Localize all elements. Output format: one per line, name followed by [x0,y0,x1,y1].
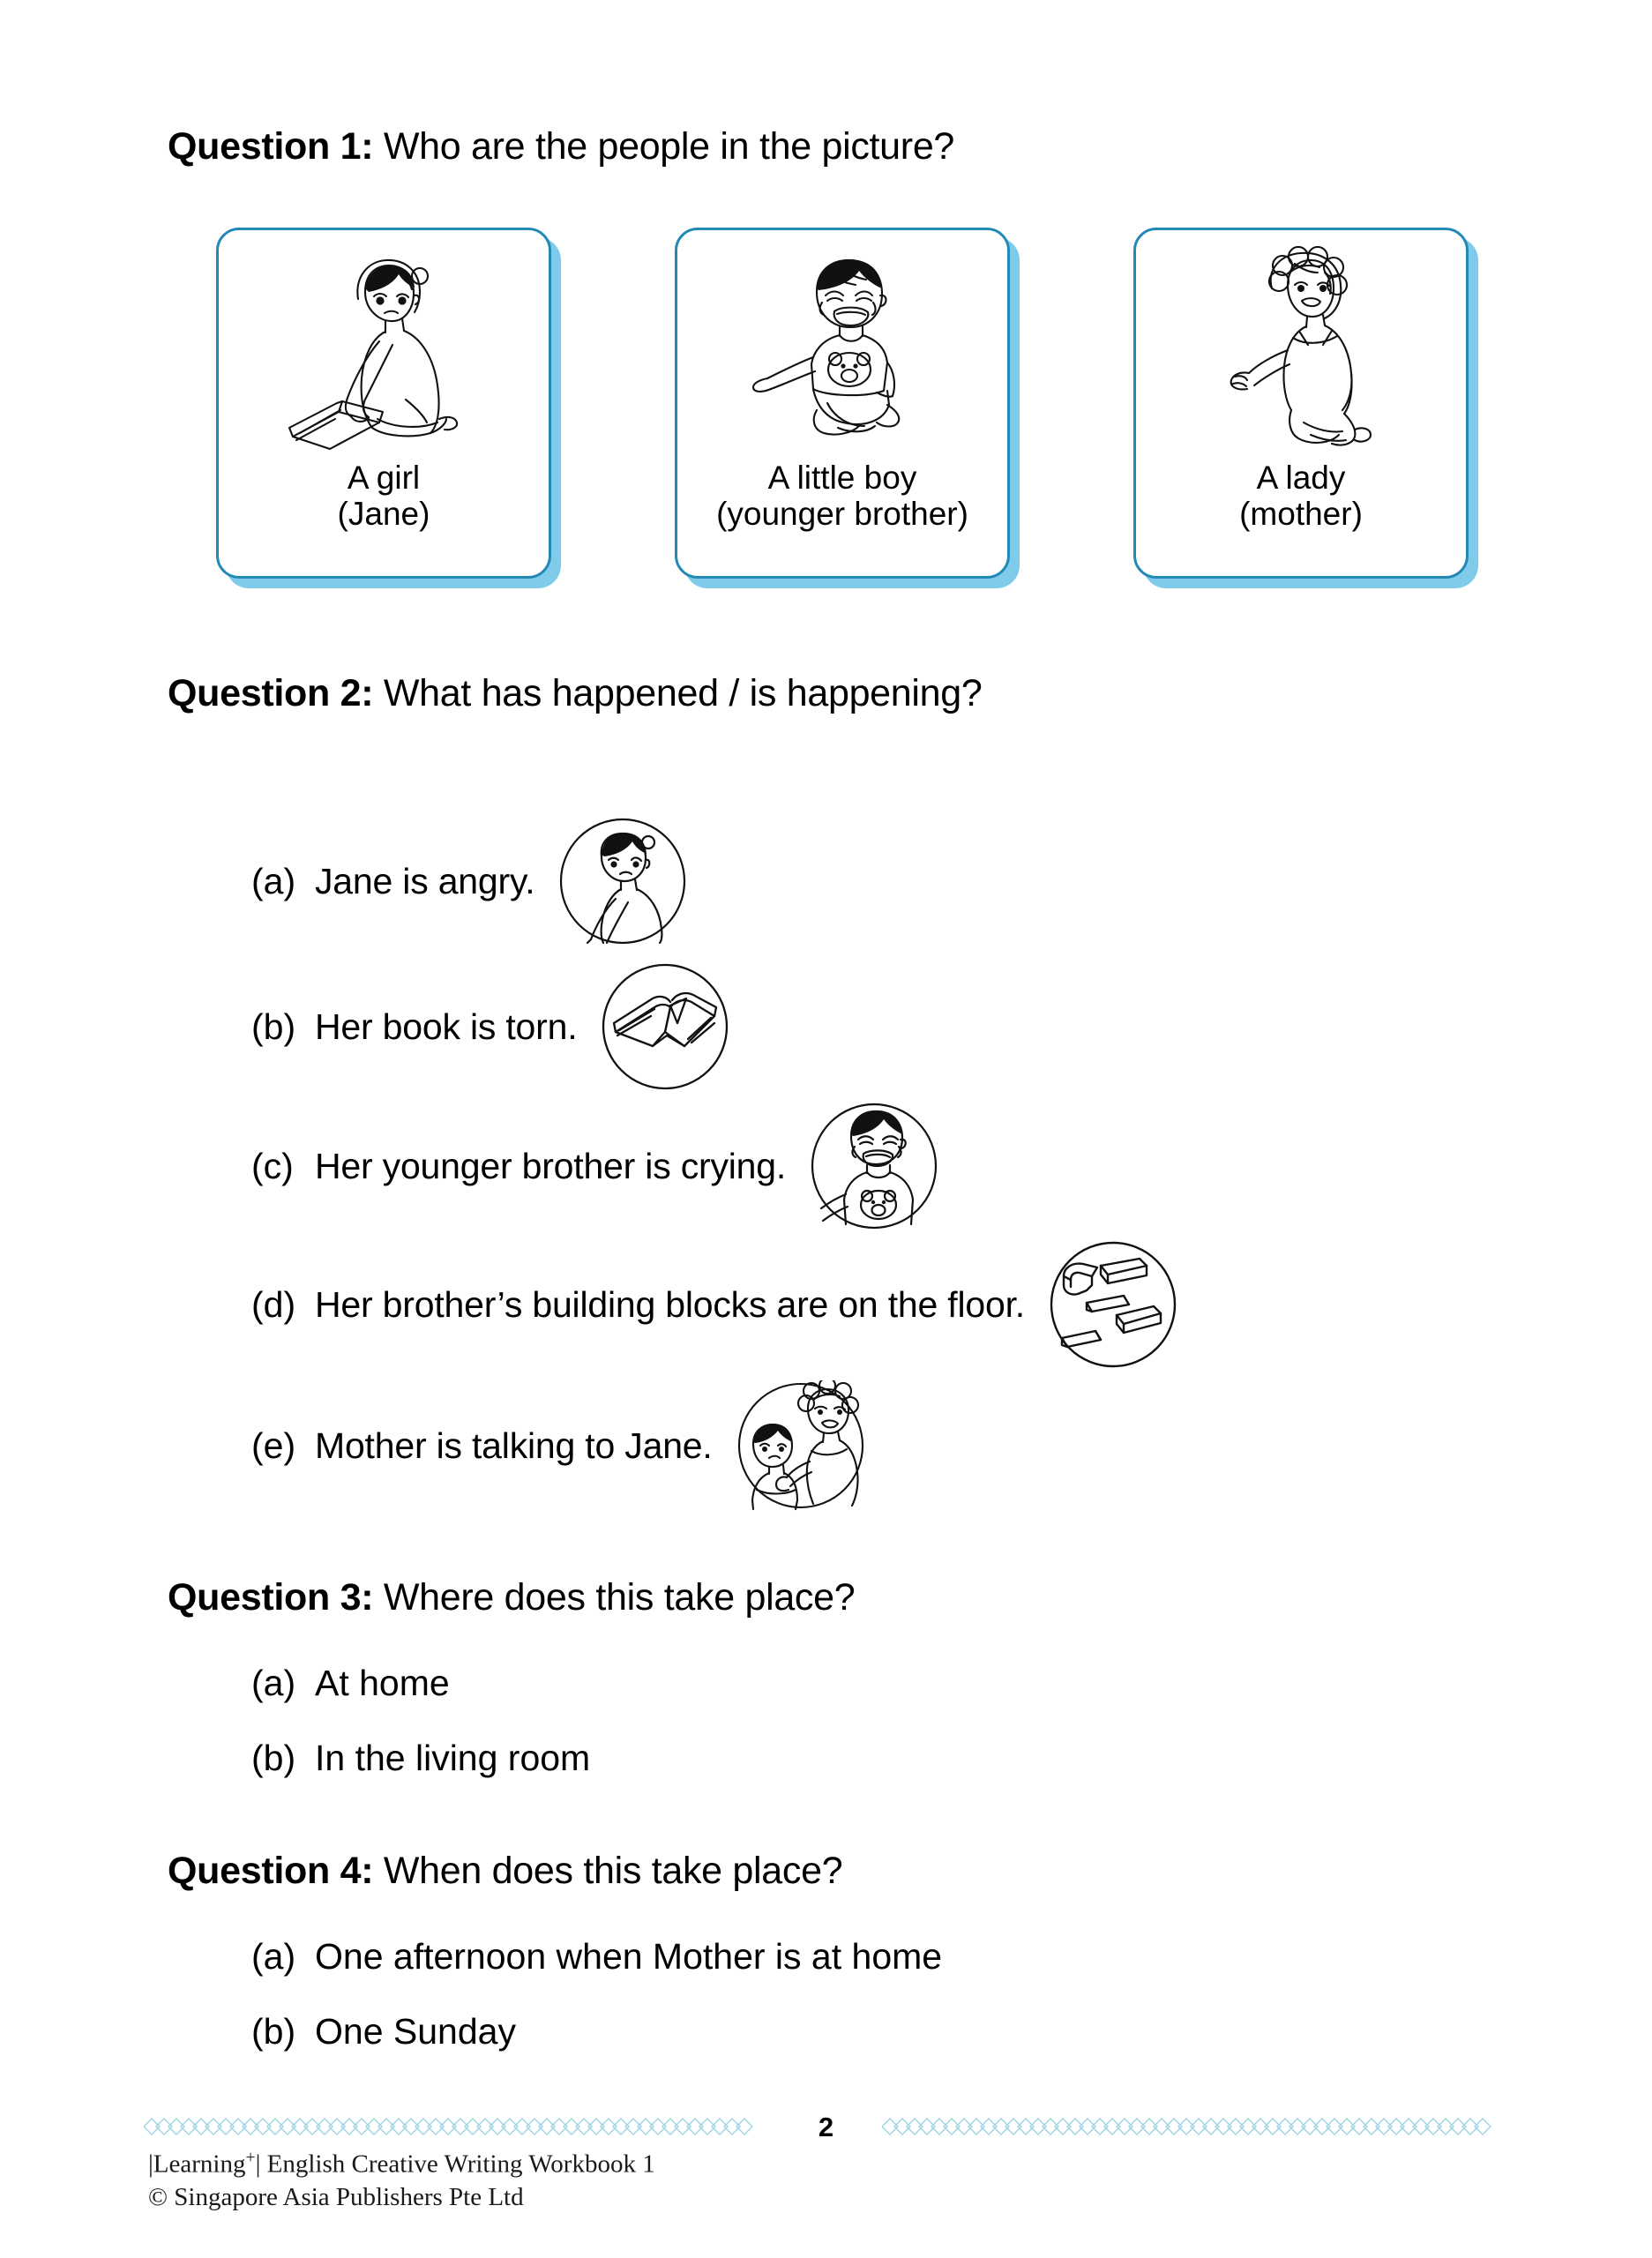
statement-marker: (d) [251,1283,296,1325]
question-4-heading [168,1852,842,1890]
caption-line-1: A little boy [767,460,917,496]
statement-item-c[interactable] [251,1101,939,1231]
imprint-copyright: © Singapore Asia Publishers Pte Ltd [148,2182,524,2211]
caption-line-1: A girl [347,460,421,496]
statement-marker: (c) [251,1145,294,1186]
option-marker: (b) [251,1738,296,1778]
statement-text: Her brother’s building blocks are on the floor. [315,1283,1025,1325]
option-marker: (b) [251,2011,296,2052]
picture-card-lady[interactable] [1133,228,1469,579]
angry-girl-circle-icon [557,816,688,946]
statement-item-a[interactable] [251,816,688,946]
option-marker: (a) [251,1663,296,1703]
caption-line-1: A lady [1256,460,1346,496]
imprint-title-suffix: | English Creative Writing Workbook 1 [255,2150,655,2179]
caption-line-2: (Jane) [337,496,430,533]
imprint-block [148,2147,655,2214]
imprint-title [148,2147,655,2181]
crying-boy-pointing-illustration [677,230,1007,458]
page-footer [0,2112,1652,2258]
statement-marker: (b) [251,1006,296,1047]
mother-talking-circle-icon [736,1380,866,1511]
imprint-title-superscript: + [245,2148,256,2167]
crying-boy-circle-icon [809,1101,939,1231]
torn-book-circle-icon [600,961,730,1092]
statement-item-d[interactable] [251,1239,1178,1370]
picture-card-caption [338,460,430,533]
statement-marker: (e) [251,1424,296,1466]
question-3-heading [168,1576,856,1619]
question-3-option-a[interactable] [251,1663,450,1704]
picture-card-caption [1239,460,1363,533]
page-number: 2 [818,2112,834,2142]
statement-text: Mother is talking to Jane. [315,1424,713,1466]
option-marker: (a) [251,1936,296,1977]
caption-line-2: (mother) [1239,496,1363,533]
statement-marker: (a) [251,860,296,901]
picture-card-girl[interactable] [216,228,551,579]
caption-line-2: (younger brother) [716,496,968,533]
statement-item-b[interactable] [251,961,730,1092]
statement-text: Her younger brother is crying. [315,1145,787,1186]
question-1-label: Question 1: [168,125,374,168]
option-text: At home [315,1663,450,1703]
statement-text: Jane is angry. [315,860,535,901]
imprint-title-prefix: |Learning [148,2150,246,2179]
picture-card-caption [716,460,968,533]
picture-card-little-boy[interactable] [675,228,1010,579]
question-3-option-b[interactable] [251,1738,590,1779]
question-2-text: What has happened / is happening? [373,672,983,714]
question-2-heading [168,672,983,714]
question-1-heading [168,125,955,168]
question-4-label: Question 4: [168,1850,374,1892]
option-text: One afternoon when Mother is at home [315,1936,943,1977]
question-1-text: Who are the people in the picture? [373,125,955,168]
question-3-label: Question 3: [168,1576,374,1619]
statement-text: Her book is torn. [315,1006,578,1047]
option-text: In the living room [315,1738,591,1778]
picture-card-row [216,228,1469,594]
question-2-label: Question 2: [168,672,374,714]
kneeling-lady-illustration [1136,230,1466,458]
question-3-text: Where does this take place? [373,1576,856,1619]
question-4-option-a[interactable] [251,1936,942,1978]
question-4-option-b[interactable] [251,2011,516,2052]
statement-item-e[interactable] [251,1380,866,1511]
building-blocks-circle-icon [1048,1239,1178,1370]
option-text: One Sunday [315,2011,516,2052]
girl-reading-book-illustration [219,230,549,458]
question-4-text: When does this take place? [373,1850,843,1892]
